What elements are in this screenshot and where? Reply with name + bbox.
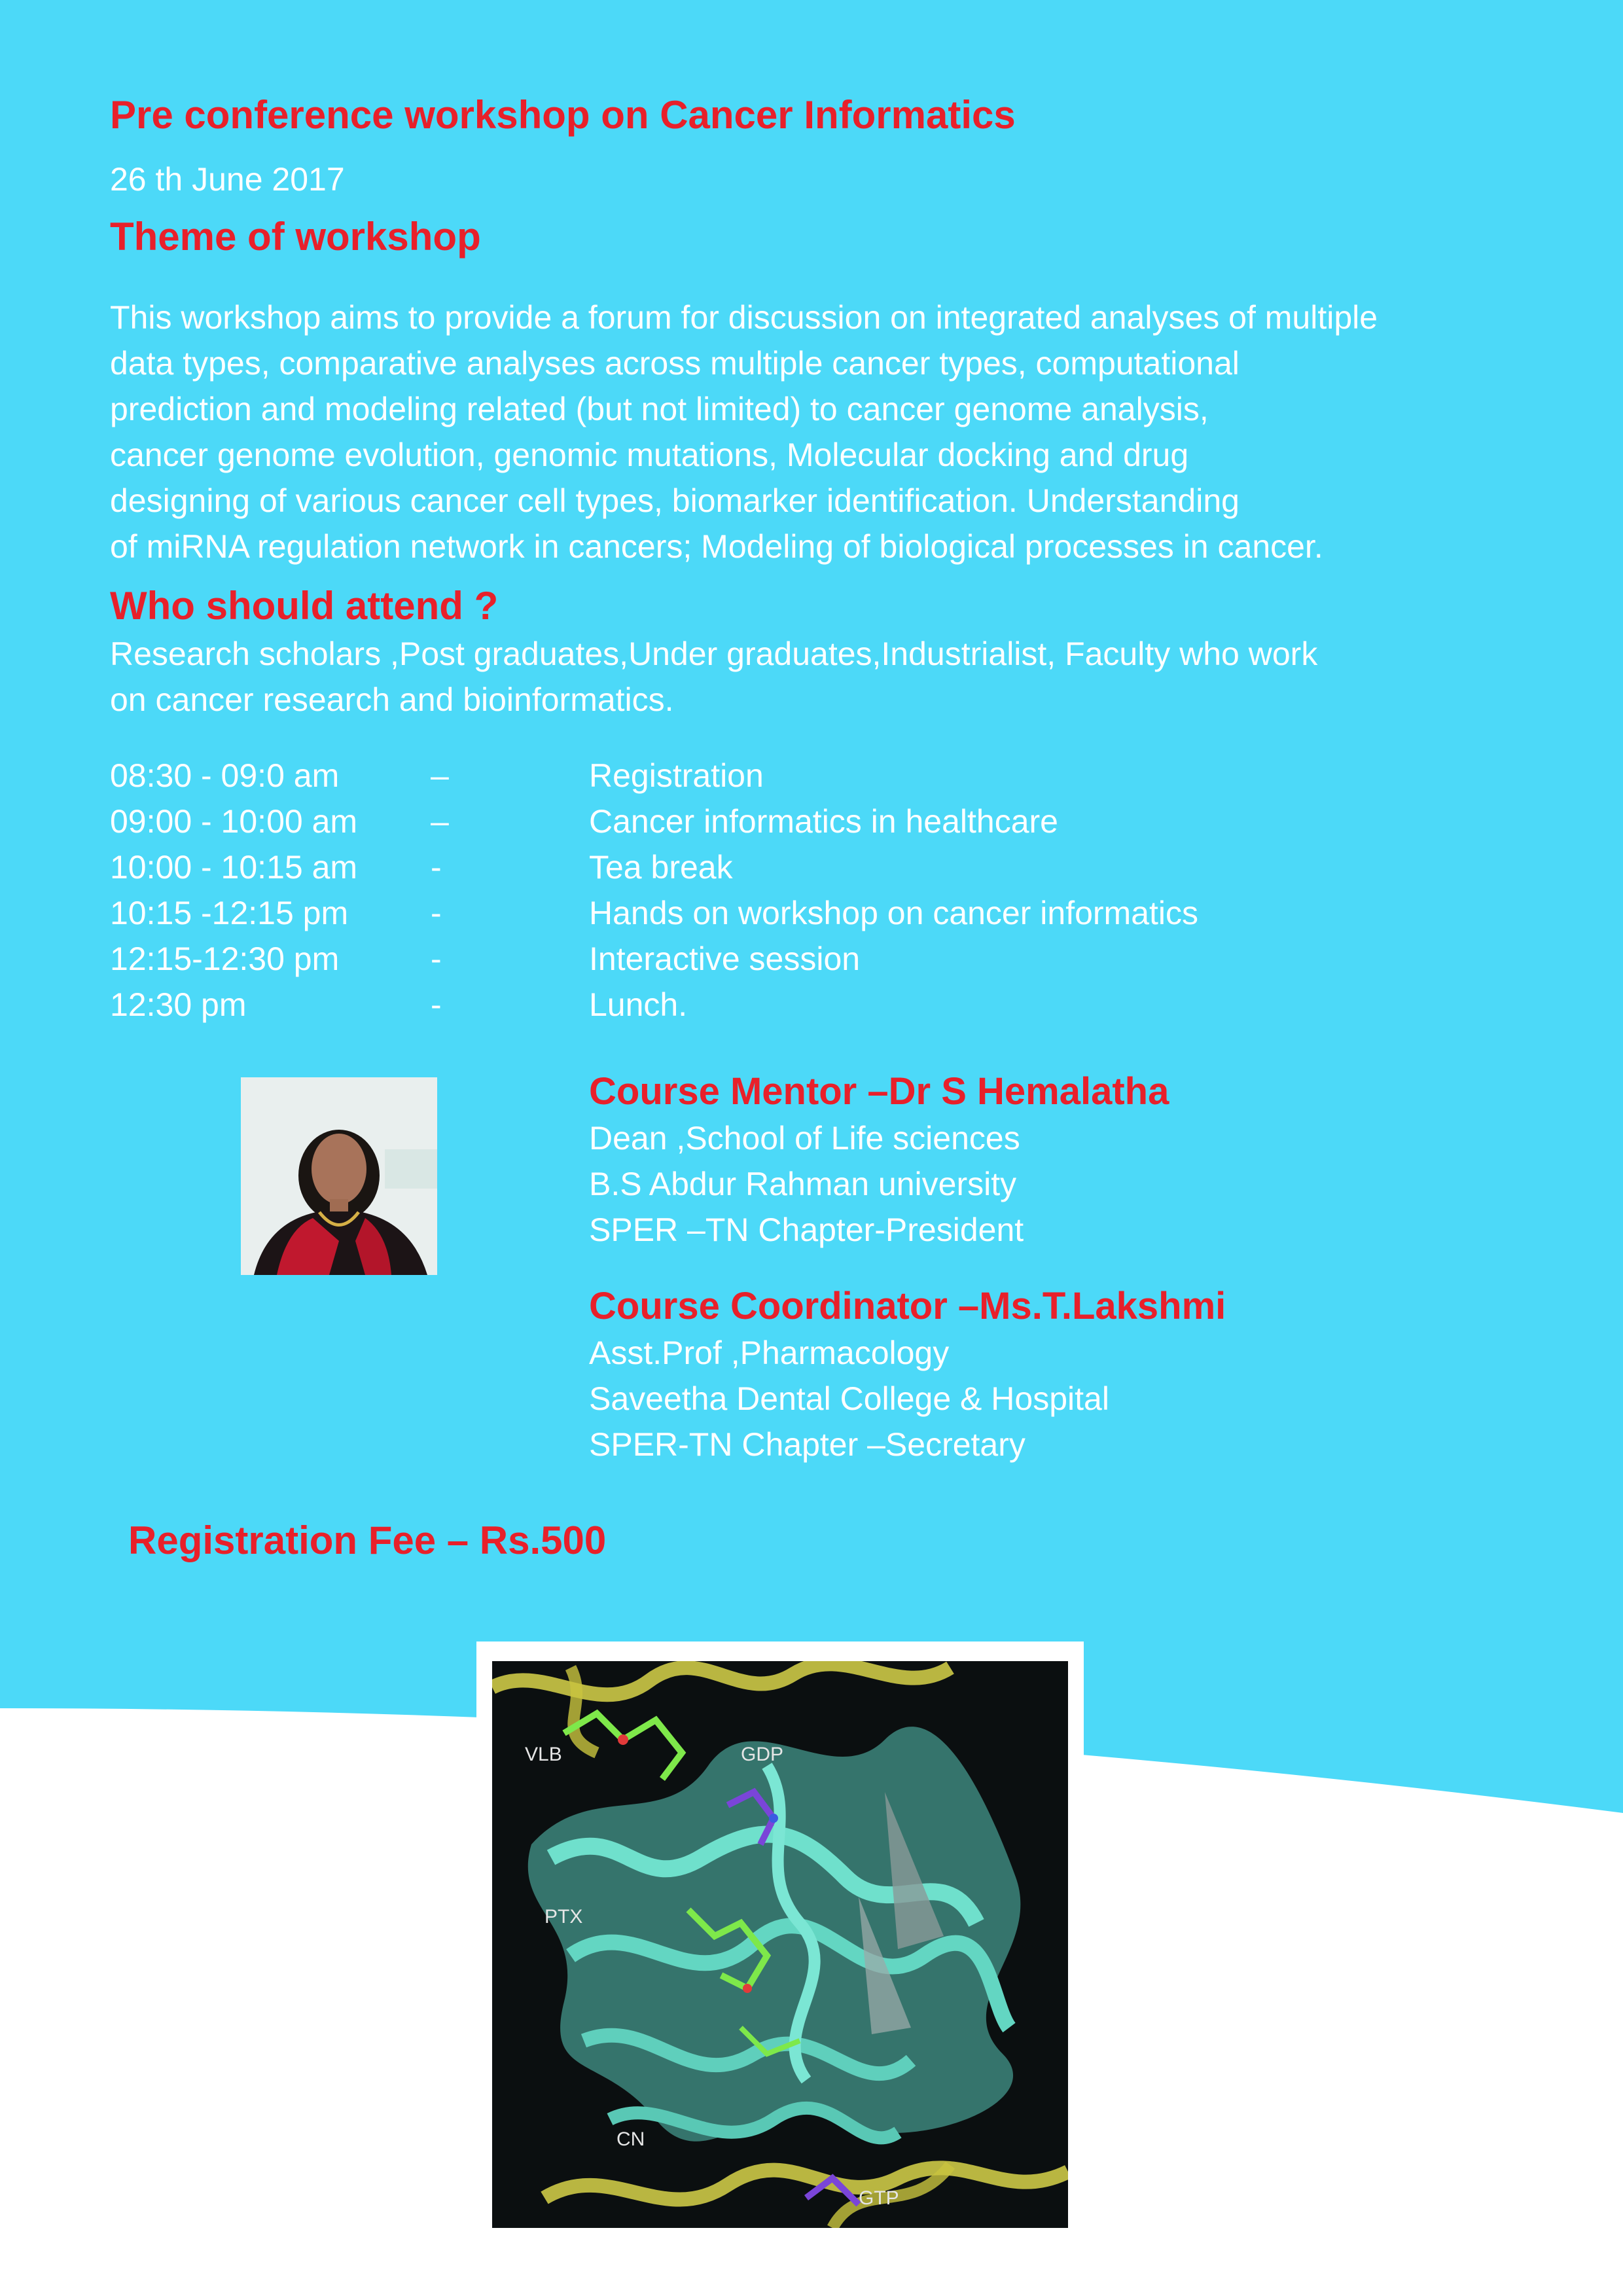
registration-fee: Registration Fee – Rs.500	[128, 1518, 607, 1562]
schedule-row	[110, 844, 1353, 890]
schedule-time: 12:30 pm	[110, 986, 247, 1023]
theme-line: cancer genome evolution, genomic mutations, Molecular docking and drug	[110, 437, 1189, 473]
theme-line: This workshop aims to provide a forum for discussion on integrated analyses of multiple	[110, 299, 1378, 336]
protein-illustration	[492, 1661, 1068, 2228]
mentor-detail: B.S Abdur Rahman university	[589, 1166, 1017, 1202]
schedule-time: 08:30 - 09:0 am	[110, 757, 340, 794]
theme-description	[110, 295, 1550, 569]
coordinator-detail: SPER-TN Chapter –Secretary	[589, 1426, 1026, 1463]
schedule-row	[110, 890, 1353, 936]
schedule-activity: Tea break	[589, 849, 733, 886]
schedule-activity: Interactive session	[589, 941, 861, 977]
theme-line: prediction and modeling related (but not limited) to cancer genome analysis,	[110, 391, 1209, 427]
schedule-separator: -	[431, 849, 442, 886]
schedule-time: 12:15-12:30 pm	[110, 941, 340, 977]
coordinator-detail: Asst.Prof ,Pharmacology	[589, 1335, 950, 1371]
molecule-label: GTP	[859, 2187, 899, 2209]
coordinator-detail: Saveetha Dental College & Hospital	[589, 1380, 1109, 1417]
mentor-detail: SPER –TN Chapter-President	[589, 1211, 1024, 1248]
audience-line: on cancer research and bioinformatics.	[110, 681, 674, 718]
audience-heading: Who should attend ?	[110, 584, 499, 628]
portrait-illustration	[241, 1077, 437, 1275]
schedule-row	[110, 982, 1353, 1028]
schedule-separator: -	[431, 941, 442, 977]
schedule-activity: Registration	[589, 757, 764, 794]
molecule-label: GDP	[741, 1744, 784, 1765]
schedule-row	[110, 753, 1353, 798]
mentor-block	[589, 1068, 1169, 1253]
theme-line: designing of various cancer cell types, biomarker identification. Understanding	[110, 482, 1240, 519]
schedule-separator: –	[431, 803, 449, 840]
theme-line: data types, comparative analyses across multiple cancer types, computational	[110, 345, 1240, 382]
protein-structure-image	[492, 1661, 1068, 2228]
mentor-photo	[241, 1077, 437, 1275]
molecule-label: PTX	[544, 1906, 583, 1928]
page-title: Pre conference workshop on Cancer Informatics	[110, 93, 1016, 137]
coordinator-role: Course Coordinator –Ms.T.Lakshmi	[589, 1285, 1226, 1327]
schedule-activity: Cancer informatics in healthcare	[589, 803, 1058, 840]
schedule-time: 10:15 -12:15 pm	[110, 895, 349, 931]
schedule-time: 09:00 - 10:00 am	[110, 803, 358, 840]
mentor-detail: Dean ,School of Life sciences	[589, 1120, 1020, 1157]
schedule-separator: -	[431, 895, 442, 931]
molecule-label: CN	[616, 2128, 645, 2150]
coordinator-block	[589, 1283, 1226, 1467]
event-date: 26 th June 2017	[110, 161, 345, 198]
schedule-activity: Hands on workshop on cancer informatics	[589, 895, 1199, 931]
molecule-label: VLB	[525, 1744, 562, 1765]
theme-line: of miRNA regulation network in cancers; Modeling of biological processes in cancer.	[110, 528, 1323, 565]
mentor-role: Course Mentor –Dr S Hemalatha	[589, 1070, 1169, 1113]
schedule-separator: –	[431, 757, 449, 794]
schedule-row	[110, 936, 1353, 982]
theme-heading: Theme of workshop	[110, 215, 481, 259]
schedule-row	[110, 798, 1353, 844]
molecule-image-frame	[476, 1641, 1084, 2244]
audience-description	[110, 631, 1550, 723]
schedule-time: 10:00 - 10:15 am	[110, 849, 358, 886]
audience-line: Research scholars ,Post graduates,Under graduates,Industrialist, Faculty who work	[110, 636, 1318, 672]
schedule-activity: Lunch.	[589, 986, 688, 1023]
schedule-separator: -	[431, 986, 442, 1023]
